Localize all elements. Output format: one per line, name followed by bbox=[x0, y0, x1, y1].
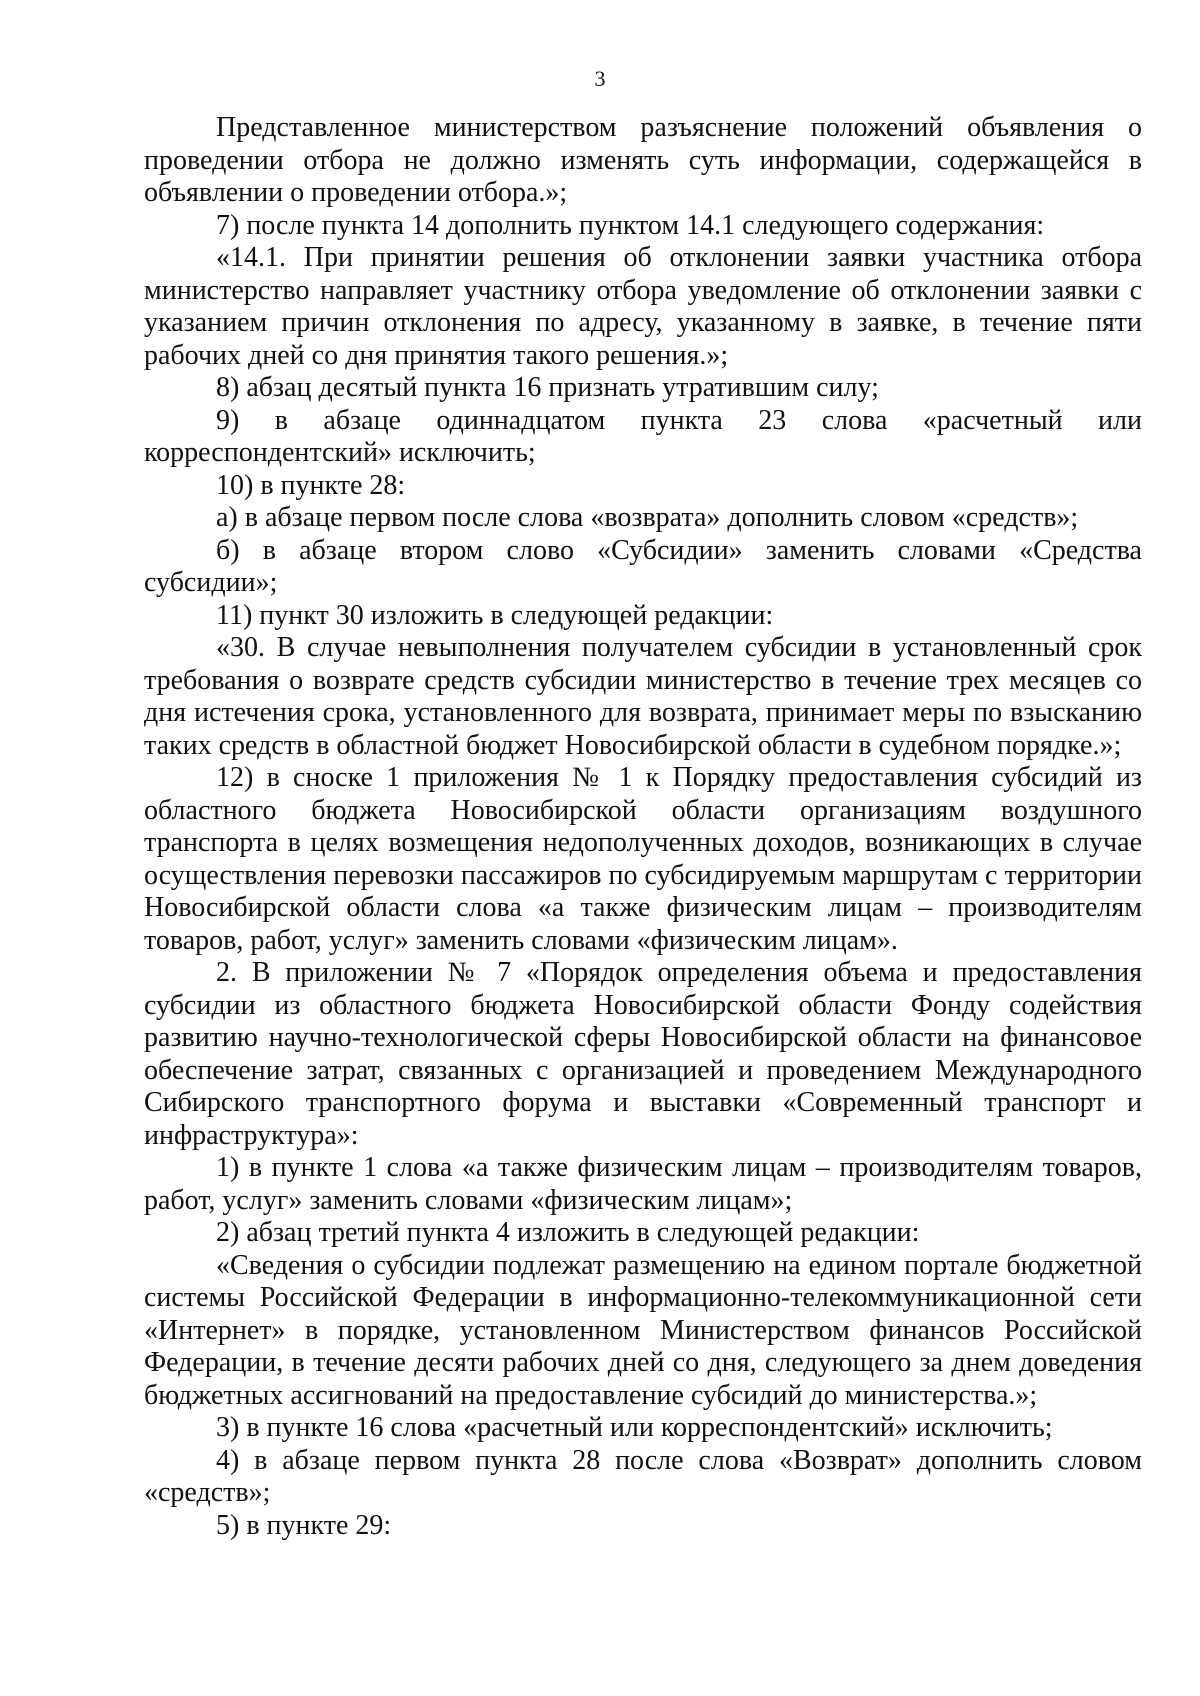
paragraph: 8) абзац десятый пункта 16 признать утратившим силу; bbox=[216, 372, 879, 403]
paragraph: 12) в сноске 1 приложения № 1 к Порядку предоставления субсидий из областного бюджета Новосибирской области организациям воздушного транспорта в целях возмещения недополученных доходов, возникающих в случае осуществления перевозки пассажиров по субсидируемым маршрутам с территории Новосибирской области слова «а также физическим лицам – производителям товаров, работ, услуг» заменить словами «физическим лицам». bbox=[144, 762, 1142, 956]
paragraph: 1) в пункте 1 слова «а также физическим лицам – производителям товаров, работ, услуг» заменить словами «физическим лицам»; bbox=[144, 1152, 1142, 1216]
paragraph: 4) в абзаце первом пункта 28 после слова «Возврат» дополнить словом «средств»; bbox=[144, 1444, 1142, 1508]
paragraph: «Сведения о субсидии подлежат размещению на едином портале бюджетной системы Российской Федерации в информационно-телекоммуникационной сети «Интернет» в порядке, установленном Министерством финансов Российской Федерации, в течение десяти рабочих дней со дня, следующего за днем доведения бюджетных ассигнований на предоставление субсидий до министерства.»; bbox=[144, 1249, 1142, 1411]
paragraph: 5) в пункте 29: bbox=[216, 1509, 392, 1541]
paragraph: 10) в пункте 28: bbox=[216, 469, 406, 501]
document-body bbox=[144, 112, 1142, 1542]
paragraph: 2) абзац третий пункта 4 изложить в следующей редакции: bbox=[216, 1217, 920, 1248]
page-number: 3 bbox=[594, 66, 606, 91]
paragraph: 11) пункт 30 изложить в следующей редакции: bbox=[216, 599, 774, 631]
paragraph: Представленное министерством разъяснение положений объявления о проведении отбора не должно изменять суть информации, содержащейся в объявлении о проведении отбора.»; bbox=[144, 112, 1142, 208]
paragraph: 9) в абзаце одиннадцатом пункта 23 слова «расчетный или корреспондентский» исключить; bbox=[144, 404, 1142, 468]
paragraph: «30. В случае невыполнения получателем субсидии в установленный срок требования о возврате средств субсидии министерство в течение трех месяцев со дня истечения срока, установленного для возврата, принимает меры по взысканию таких средств в областной бюджет Новосибирской области в судебном порядке.»; bbox=[144, 632, 1142, 761]
paragraph: 3) в пункте 16 слова «расчетный или корреспондентский» исключить; bbox=[216, 1412, 1053, 1443]
paragraph: а) в абзаце первом после слова «возврата» дополнить словом «средств»; bbox=[216, 502, 1079, 533]
paragraph: «14.1. При принятии решения об отклонении заявки участника отбора министерство направляет участнику отбора уведомление об отклонении заявки с указанием причин отклонения по адресу, указанному в заявке, в течение пяти рабочих дней со дня принятия такого решения.»; bbox=[144, 242, 1142, 371]
paragraph: б) в абзаце втором слово «Субсидии» заменить словами «Средства субсидии»; bbox=[144, 534, 1142, 598]
paragraph: 7) после пункта 14 дополнить пунктом 14.1 следующего содержания: bbox=[216, 209, 1045, 241]
paragraph: 2. В приложении № 7 «Порядок определения объема и предоставления субсидии из областного бюджета Новосибирской области Фонду содействия развитию научно-технологической сферы Новосибирской области на финансовое обеспечение затрат, связанных с организацией и проведением Международного Сибирского транспортного форума и выставки «Современный транспорт и инфраструктура»: bbox=[144, 957, 1142, 1151]
